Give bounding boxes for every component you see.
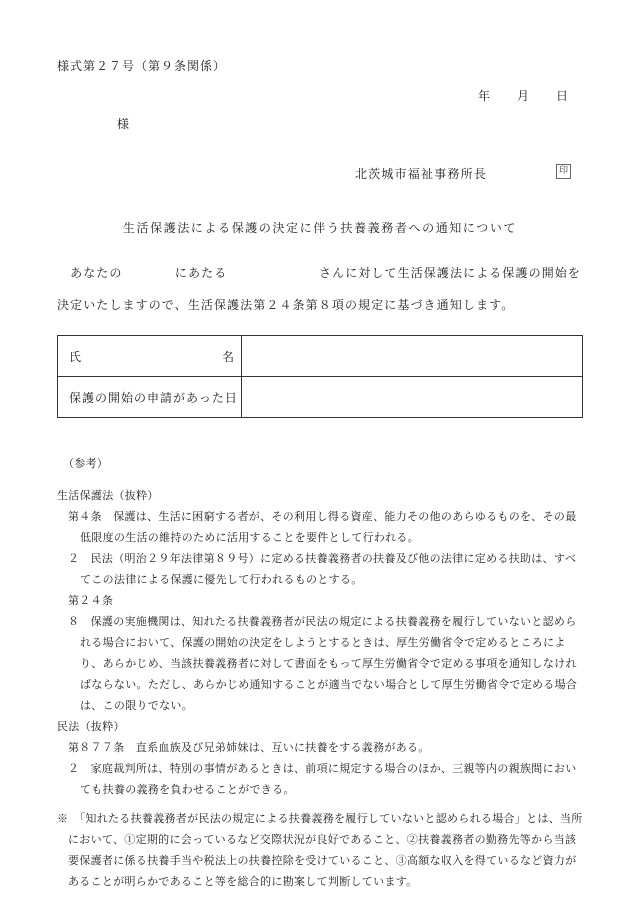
name-label-right: 名 bbox=[221, 349, 235, 364]
issuer-name: 北茨城市福祉事務所長 bbox=[355, 167, 488, 181]
recipient-line bbox=[117, 116, 583, 132]
law2-item-article877-2: ２ 家庭裁判所は、特別の事情があるときは、前項に規定する場合のほか、三親等内の親族間においても扶養の義務を負わせることができる。 bbox=[68, 762, 577, 796]
name-label-cell bbox=[58, 336, 242, 377]
application-date-label-cell bbox=[58, 377, 242, 418]
name-value-cell bbox=[242, 336, 583, 377]
note-paragraph: ※ 「知れたる扶養義務者が民法の規定による扶養義務を履行していないと認められる場合」とは、当所において、①定期的に会っているなど交際状況が良好であること、②扶養義務者の勤務先等から当該要保護者に係る扶養手当や税法上の扶養控除を受けていること、③高額な収入を得ているなど資力があることが明らかであること等を総合的に勘案して判断しています。 bbox=[57, 812, 583, 888]
date-line: 年 月 日 bbox=[477, 89, 569, 103]
info-table bbox=[57, 335, 583, 418]
law1-item-article4: 第４条 保護は、生活に困窮する者が、その利用し得る資産、能力その他のあらゆるものを、その最低限度の生活の維持のために活用することを要件として行われる。 bbox=[68, 510, 577, 544]
document-title: 生活保護法による保護の決定に伴う扶養義務者への通知について bbox=[122, 221, 518, 235]
name-row bbox=[58, 336, 583, 377]
recipient-honorific: 様 bbox=[117, 117, 131, 131]
name-label-left: 氏 bbox=[69, 349, 83, 364]
law2-item-article877: 第８７７条 直系血族及び兄弟姉妹は、互いに扶養をする義務がある。 bbox=[68, 741, 430, 754]
application-date-row bbox=[58, 377, 583, 418]
intro-paragraph: あなたの にあたる さんに対して生活保護法による保護の開始を決定いたしますので、生活保護法第２４条第８項の規定に基づき通知します。 bbox=[57, 266, 582, 312]
reference-heading: （参考） bbox=[63, 457, 109, 470]
law1-item-article4-2: ２ 民法（明治２９年法律第８９号）に定める扶養義務者の扶養及び他の法律に定める扶助は、すべてこの法律による保護に優先して行われるものとする。 bbox=[68, 552, 577, 586]
reference-section bbox=[57, 453, 583, 892]
law1-item-article24-8: ８ 保護の実施機関は、知れたる扶養義務者が民法の規定による扶養義務を履行していないと認められる場合において、保護の開始の決定をしようとするときは、厚生労働省令で定めるところにより、あらかじめ、当該扶養義務者に対して書面をもって厚生労働省令で定める事項を通知しなければならない。ただし、あらかじめ通知することが適当でない場合として厚生労働省令で定める場合は、この限りでない。 bbox=[68, 615, 578, 712]
form-number: 様式第２７号（第９条関係） bbox=[57, 59, 227, 73]
application-date-value-cell bbox=[242, 377, 583, 418]
law1-title: 生活保護法（抜粋） bbox=[57, 489, 159, 502]
law1-item-article24: 第２４条 bbox=[68, 594, 114, 607]
law2-title: 民法（抜粋） bbox=[57, 720, 125, 733]
issuer-line bbox=[57, 165, 583, 183]
seal-icon: 印 bbox=[556, 164, 571, 179]
application-date-label: 保護の開始の申請があった日 bbox=[69, 390, 238, 405]
